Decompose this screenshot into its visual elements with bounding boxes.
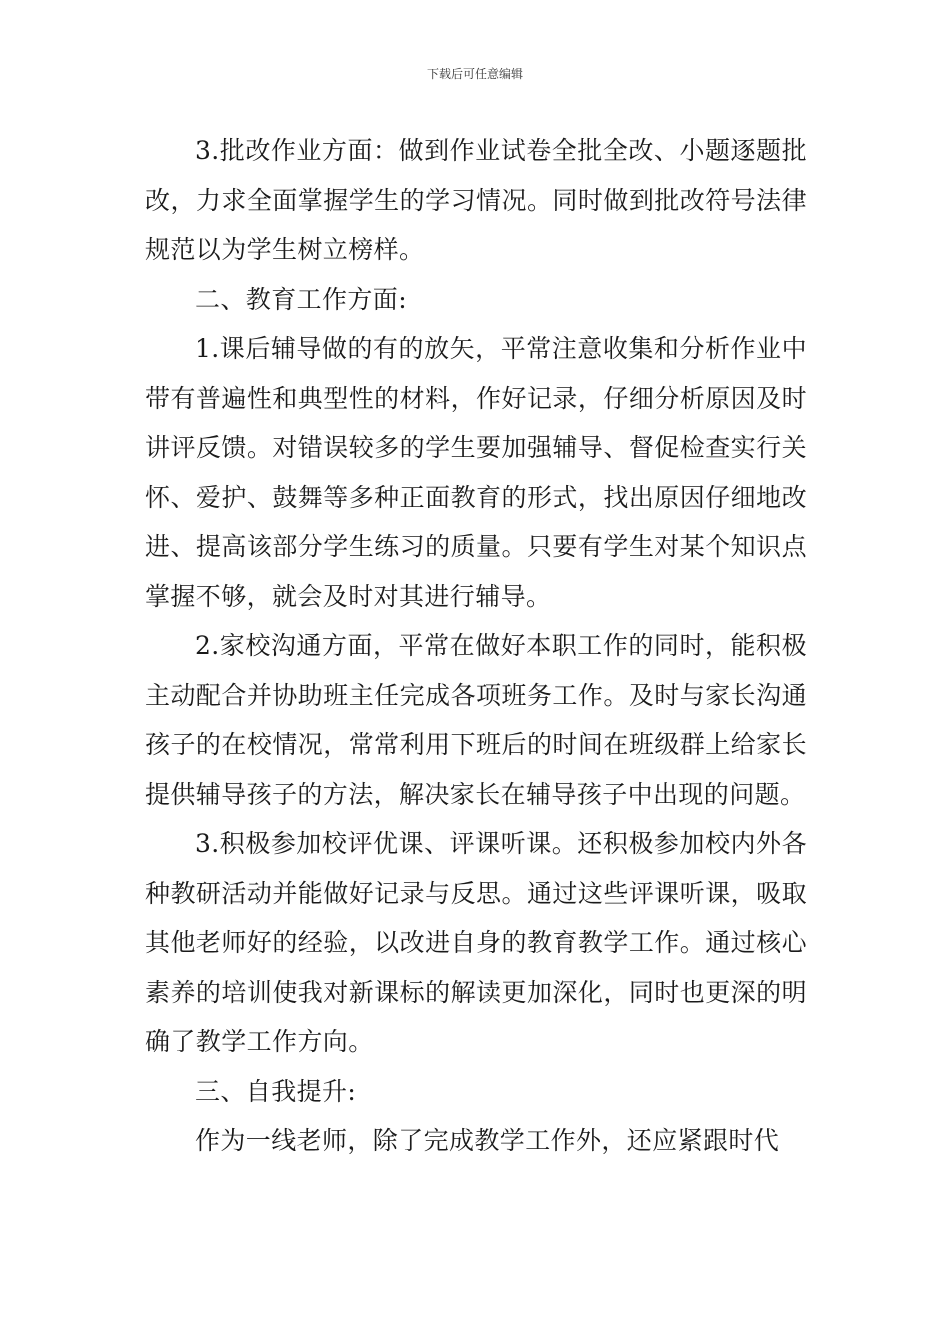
paragraph-tutoring: 1.课后辅导做的有的放矢，平常注意收集和分析作业中带有普遍性和典型性的材料，作好记录，仔细分析原因及时讲评反馈。对错误较多的学生要加强辅导、督促检查实行关怀、爱护、鼓舞等多种正面教育的形式，找出原因仔细地改进、提高该部分学生练习的质量。只要有学生对某个知识点掌握不够，就会及时对其进行辅导。	[145, 334, 807, 611]
document-body	[145, 126, 807, 1166]
page-header: 下载后可任意编辑	[426, 67, 523, 81]
section-heading-education: 二、教育工作方面:	[195, 284, 408, 314]
paragraph-teaching-research: 3.积极参加校评优课、评课听课。还积极参加校内外各种教研活动并能做好记录与反思。通过这些评课听课，吸取其他老师好的经验，以改进自身的教育教学工作。通过核心素养的培训使我对新课标的解读更加深化，同时也更深的明确了教学工作方向。	[145, 829, 807, 1056]
section-heading-self-improvement: 三、自我提升:	[195, 1076, 357, 1106]
paragraph-grading: 3.批改作业方面：做到作业试卷全批全改、小题逐题批改，力求全面掌握学生的学习情况。同时做到批改符号法律规范以为学生树立榜样。	[145, 136, 807, 264]
paragraph-home-school: 2.家校沟通方面，平常在做好本职工作的同时，能积极主动配合并协助班主任完成各项班务工作。及时与家长沟通孩子的在校情况，常常利用下班后的时间在班级群上给家长提供辅导孩子的方法，解决家长在辅导孩子中出现的问题。	[145, 631, 807, 809]
paragraph-self-improvement: 作为一线老师，除了完成教学工作外，还应紧跟时代	[195, 1126, 780, 1155]
